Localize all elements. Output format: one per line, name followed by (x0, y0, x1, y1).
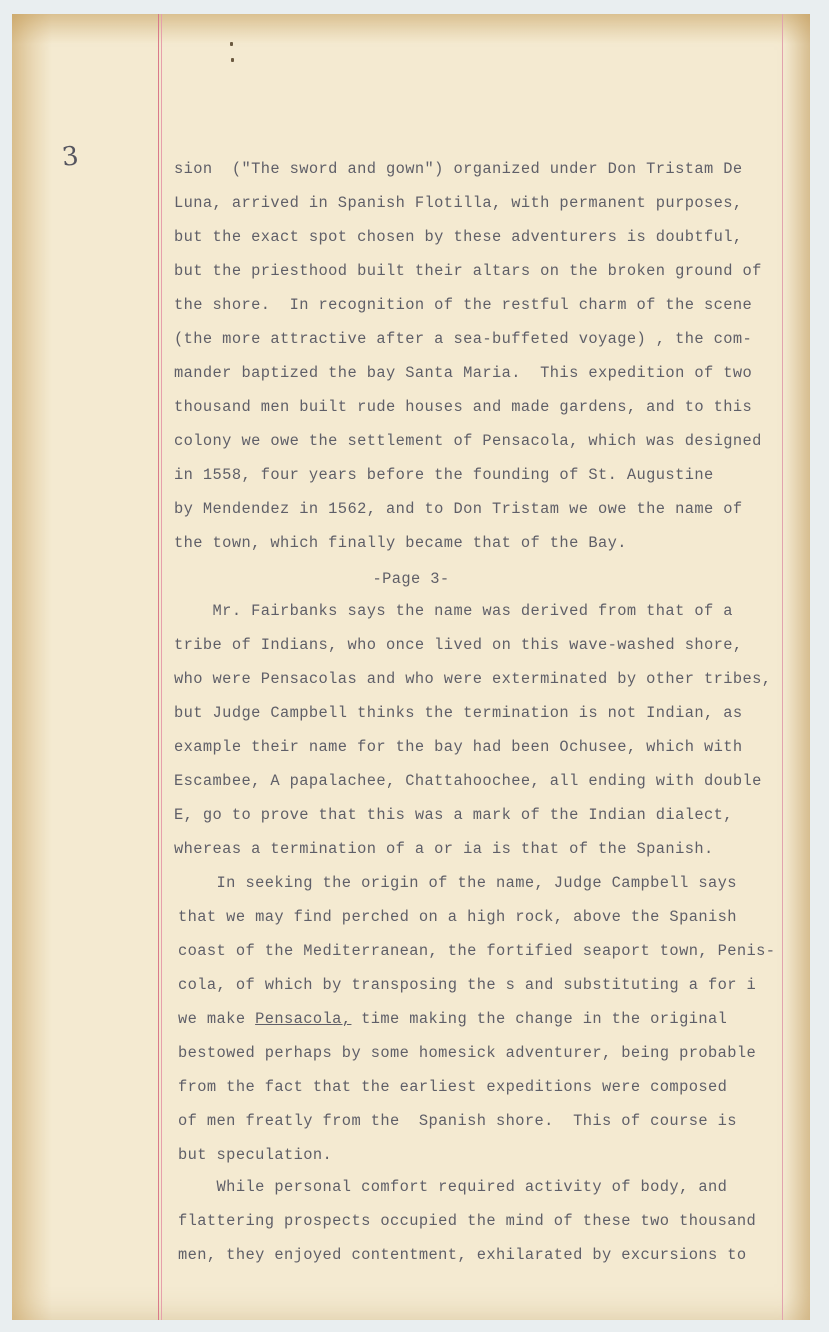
text-line: cola, of which by transposing the s and substituting a for i (178, 976, 757, 994)
text-line: from the fact that the earliest expeditions were composed (178, 1078, 728, 1096)
text-line: men, they enjoyed contentment, exhilarated by excursions to (178, 1246, 747, 1264)
text-line: coast of the Mediterranean, the fortified seaport town, Penis- (178, 942, 776, 960)
text-line: in 1558, four years before the founding of St. Augustine (174, 466, 714, 484)
text-line: the shore. In recognition of the restful charm of the scene (174, 296, 753, 314)
text-line: that we may find perched on a high rock, above the Spanish (178, 908, 737, 926)
text-line: but the exact spot chosen by these adventurers is doubtful, (174, 228, 743, 246)
text-line: colony we owe the settlement of Pensacola, which was designed (174, 432, 762, 450)
text-line: the town, which finally became that of the Bay. (174, 534, 627, 552)
text-line: who were Pensacolas and who were exterminated by other tribes, (174, 670, 772, 688)
text-line: but Judge Campbell thinks the termination is not Indian, as (174, 704, 743, 722)
text-line (178, 1010, 727, 1028)
text-line: but speculation. (178, 1146, 333, 1164)
text-line: In seeking the origin of the name, Judge Campbell says (178, 874, 737, 892)
left-margin-rule-2 (161, 14, 162, 1320)
text-line: While personal comfort required activity of body, and (178, 1178, 728, 1196)
text-line: bestowed perhaps by some homesick adventurer, being probable (178, 1044, 757, 1062)
right-margin-rule (782, 14, 783, 1320)
text-line: tribe of Indians, who once lived on this wave-washed shore, (174, 636, 743, 654)
text-line: sion ("The sword and gown") organized under Don Tristam De (174, 160, 743, 178)
text-line: Mr. Fairbanks says the name was derived from that of a (174, 602, 733, 620)
underlined-word-pensacola: Pensacola, (255, 1010, 352, 1028)
text-line: whereas a termination of a or ia is that of the Spanish. (174, 840, 714, 858)
text-line: Luna, arrived in Spanish Flotilla, with permanent purposes, (174, 194, 743, 212)
text-line: thousand men built rude houses and made gardens, and to this (174, 398, 753, 416)
text-line: example their name for the bay had been Ochusee, which with (174, 738, 743, 756)
text-segment: time making the change in the original (351, 1010, 728, 1028)
text-segment: we make (178, 1010, 256, 1028)
text-line: (the more attractive after a sea-buffeted voyage) , the com- (174, 330, 753, 348)
text-line: mander baptized the bay Santa Maria. This expedition of two (174, 364, 753, 382)
text-line: by Mendendez in 1562, and to Don Tristam we owe the name of (174, 500, 743, 518)
left-margin-rule (158, 14, 159, 1320)
text-line: but the priesthood built their altars on the broken ground of (174, 262, 762, 280)
handwritten-page-number: 3 (60, 141, 81, 173)
text-line: Escambee, A papalachee, Chattahoochee, all ending with double (174, 772, 762, 790)
text-line: E, go to prove that this was a mark of the Indian dialect, (174, 806, 733, 824)
page-heading: -Page 3- (372, 570, 450, 588)
text-line: of men freatly from the Spanish shore. This of course is (178, 1112, 737, 1130)
text-line: flattering prospects occupied the mind of these two thousand (178, 1212, 757, 1230)
typed-manuscript-page (12, 14, 810, 1320)
